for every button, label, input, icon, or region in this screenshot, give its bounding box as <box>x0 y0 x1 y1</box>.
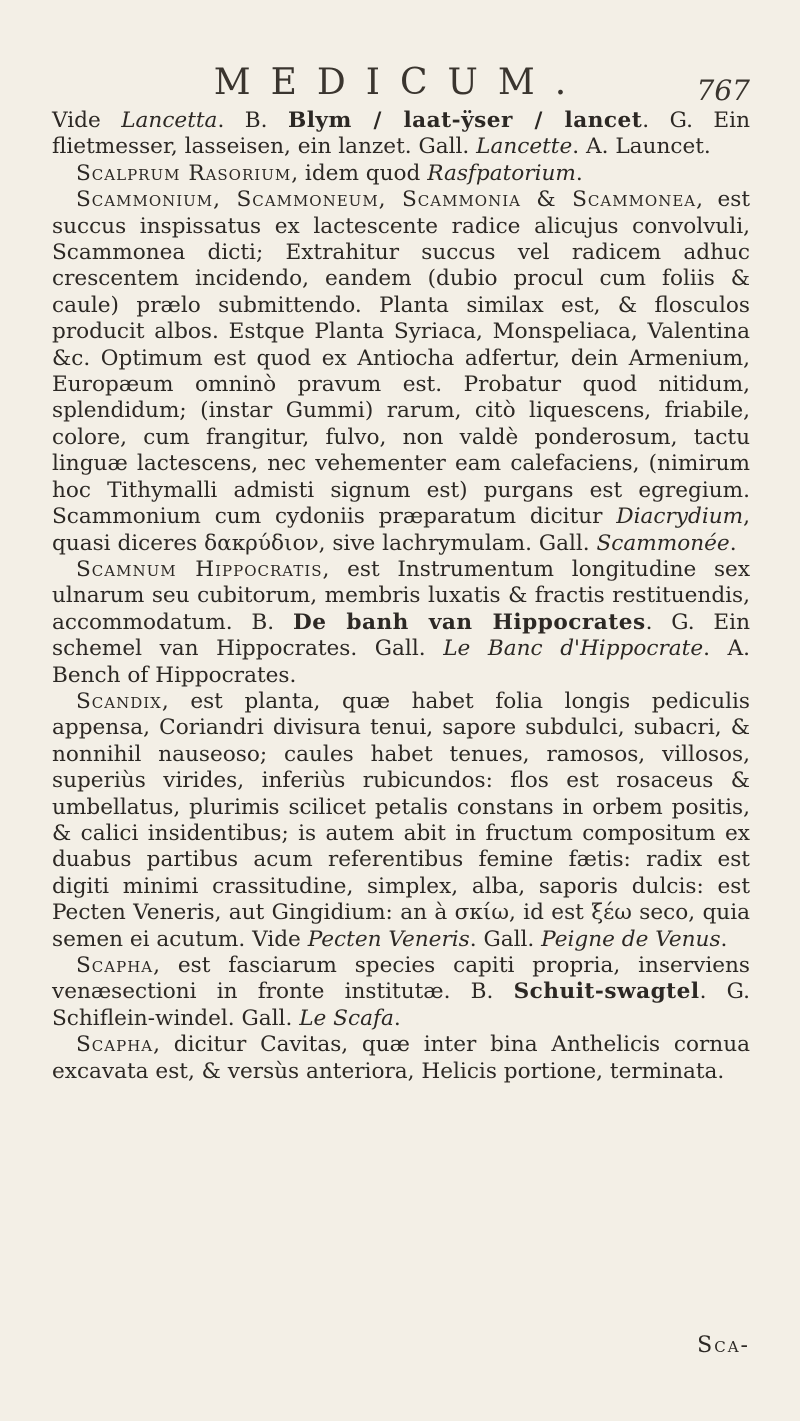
entry-text-run: , dicitur Cavitas, quæ inter bina Anthelicis cornua excavata est, & versùs anteriora, Helicis portione, terminata. <box>52 1032 750 1084</box>
entry-text-run: Peigne de Venus <box>541 926 721 952</box>
entry-text-run: Vide <box>52 108 122 133</box>
running-head: MEDICUM. <box>213 62 587 103</box>
entry-scapha-cavitas <box>52 1032 750 1085</box>
entry-text-run: . A. Launcet. <box>572 134 711 160</box>
entry-text-run: Lancette <box>476 134 573 160</box>
entry-text-run: . G. Ein flietmesser, lasseisen, ein lanzet. Gall. <box>52 108 750 160</box>
entry-text-run: . Gall. <box>469 926 542 952</box>
entry-text-run: , est planta, quæ habet folia longis pediculis appensa, Coriandri divisura tenui, sapore subdulci, subacri, & nonnihil nauseoso; caules habet tenues, ramosos, villosos, superiùs virides, inferiùs rubicundos: flos est rosaceus & umbellatus, plurimis scilicet petalis constans in orbem positis, & calici insidentibus; is autem abit in fructum compositum ex duabus partibus acum referentibus femine fætis: radix est digiti minimi crassitudine, simplex, alba, saporis dulcis: est Pecten Veneris, aut Gingidium: an à σκίω, id est ξέω seco, quia semen ei acutum. Vide <box>52 688 750 952</box>
page-number: 767 <box>696 74 750 107</box>
entry-text-run: Blym / laat-ÿser / lancet <box>287 108 643 133</box>
entry-text-run: Scamnum Hippocratis <box>76 556 323 582</box>
entry-text-run: . G. Ein schemel van Hippocrates. Gall. <box>52 609 750 662</box>
entry-text-run: , quasi diceres δακρύδιον, sive lachrymulam. Gall. <box>52 504 750 556</box>
entry-text-run: , idem quod <box>291 160 428 186</box>
page-content <box>52 108 750 1085</box>
entry-text-run: . B. <box>217 108 288 133</box>
entry-text-run: . <box>575 160 583 186</box>
entry-text-run: De banh van Hippocrates <box>292 609 646 635</box>
entry-text-run: Scalprum Rasorium <box>76 160 292 186</box>
entry-text-run: Diacrydium <box>616 504 744 530</box>
entry-text-run: Scapha <box>76 1032 154 1058</box>
entry-text-run: , est fasciarum species capiti propria, inserviens venæsectioni in fronte institutæ. B. <box>52 953 750 1005</box>
entry-text-run: Scandix <box>76 688 162 714</box>
entry-text-run: Le Scafa <box>299 1005 394 1031</box>
entry-text-run: Scammonium, Scammoneum, Scammonia & Scammonea <box>76 187 697 213</box>
entry-scapha <box>52 953 750 1032</box>
entry-text-run: , est succus inspissatus ex lactescente radice alicujus convolvuli, Scammonea dicti; Extrahitur succus vel radicem adhuc crescentem incidendo, eandem (dubio procul cum foliis & caule) prælo submittendo. Planta similax est, & flosculos producit albos. Estque Planta Syriaca, Monspeliaca, Valentina &c. Optimum est quod ex Antiocha adfertur, dein Armenium, Europæum omninò pravum est. Probatur quod nitidum, splendidum; (instar Gummi) rarum, citò liquescens, friabile, colore, cum frangitur, fulvo, non valdè ponderosum, tactu linguæ lactescens, nec vehementer eam calefaciens, (nimirum hoc Tithymalli admisti signum est) purgans est egregium. Scammonium cum cydoniis præparatum dicitur <box>52 187 750 530</box>
entry-text-run: Pecten Veneris <box>307 926 470 952</box>
entry-text-run: . <box>729 530 737 556</box>
entry-text-run: . <box>720 926 728 952</box>
entry-text-run: . <box>393 1005 401 1031</box>
entry-text-run: . G. Schiflein-windel. Gall. <box>52 979 750 1031</box>
entry-scandix <box>52 689 750 953</box>
entry-scamnum <box>52 557 750 689</box>
entry-scammonium <box>52 187 750 557</box>
entry-scalprum <box>52 161 750 187</box>
entry-lancet <box>52 108 750 161</box>
catchword: Sca- <box>697 1333 750 1358</box>
entry-text-run: . A. Bench of Hippocrates. <box>52 636 750 688</box>
entry-text-run: Scammonée <box>596 530 730 556</box>
entry-text-run: Lancetta <box>121 108 218 133</box>
entry-text-run: Schuit-swagtel <box>513 979 700 1005</box>
entry-text-run: Scapha <box>76 953 154 978</box>
entry-text-run: Le Banc d'Hippocrate <box>443 636 704 662</box>
entry-text-run: , est Instrumentum longitudine sex ulnarum seu cubitorum, membris luxatis & fractis restituendis, accommodatum. B. <box>52 556 750 635</box>
entry-text-run: Rasfpatorium <box>427 160 576 186</box>
